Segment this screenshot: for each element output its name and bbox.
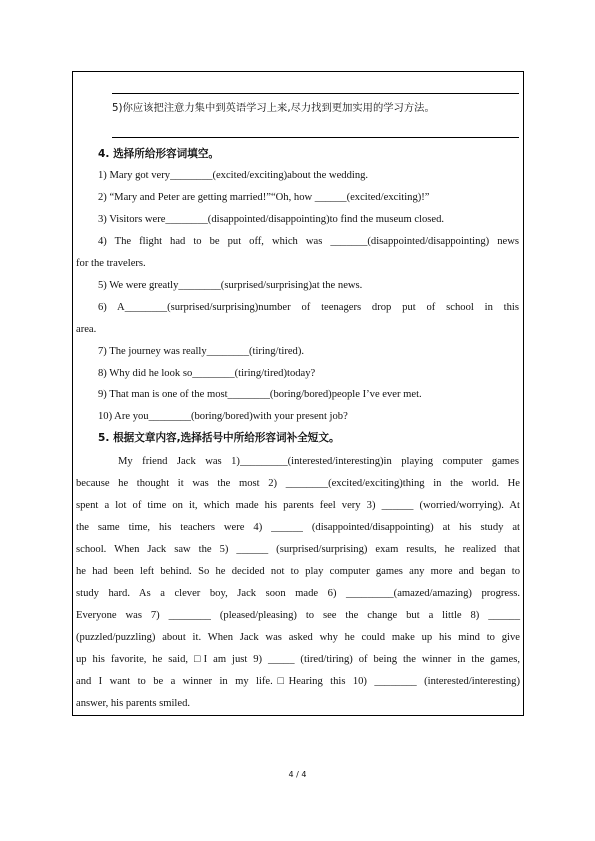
exercise-item: 10) Are you________(boring/bored)with your present job?	[98, 411, 348, 422]
answer-line	[112, 137, 519, 138]
passage-line: spent a lot of time on it, which made his parents feel very 3) ______ (worried/worrying). At	[76, 500, 520, 511]
exercise-item: 3) Visitors were________(disappointed/disappointing)to find the museum closed.	[98, 214, 445, 225]
exercise-item: 2) “Mary and Peter are getting married!”“Oh, how ______(excited/exciting)!”	[98, 192, 430, 203]
passage-line: because he thought it was the most 2) ________(excited/exciting)thing in the world. He	[76, 478, 520, 489]
exercise-item: 1) Mary got very________(excited/exciting)about the wedding.	[98, 170, 369, 181]
passage-line: up his favorite, he said, □I am just 9) _____ (tired/tiring) of being the winner in the games,	[76, 654, 520, 665]
page-number: 4 / 4	[288, 770, 307, 779]
exercise-item-continued: for the travelers.	[76, 258, 146, 269]
passage-line: Everyone was 7) ________ (pleased/pleasing) to see the change but a little 8) ______	[76, 610, 520, 621]
passage-line: (puzzled/puzzling) about it. When Jack was asked why he could make up his mind to give	[76, 632, 520, 643]
exercise-item: 5) We were greatly________(surprised/surprising)at the news.	[98, 280, 363, 291]
exercise-item: 4) The flight had to be put off, which was _______(disappointed/disappointing) news	[98, 236, 519, 247]
exercise-item: 7) The journey was really________(tiring/tired).	[98, 346, 305, 357]
passage-line: My friend Jack was 1)_________(interested/interesting)in playing computer games	[118, 456, 519, 467]
exercise-item: 6) A________(surprised/surprising)number of teenagers drop put of school in this	[98, 302, 519, 313]
passage-line: school. When Jack saw the 5) ______ (surprised/surprising) exam results, he realized that	[76, 544, 520, 555]
passage-line: he had been left behind. So he decided not to play computer games any more and began to	[76, 566, 520, 577]
exercise-item: 9) That man is one of the most________(boring/bored)people I’ve ever met.	[98, 389, 422, 400]
passage-line: answer, his parents smiled.	[76, 698, 191, 709]
passage-line: study hard. As a clever boy, Jack soon made 6) _________(amazed/amazing) progress.	[76, 588, 520, 599]
exercise-item: 8) Why did he look so________(tiring/tired)today?	[98, 368, 316, 379]
section4-title: 4. 选择所给形容词填空。	[98, 148, 220, 160]
passage-line: the same time, his teachers were 4) ______ (disappointed/disappointing) at his study at	[76, 522, 520, 533]
exercise-item-continued: area.	[76, 324, 97, 335]
q5-chinese: 5)你应该把注意力集中到英语学习上来,尽力找到更加实用的学习方法。	[112, 102, 435, 114]
passage-line: and I want to be a winner in my life.□Hearing this 10) ________ (interested/interesting)	[76, 676, 520, 687]
section5-title: 5. 根据文章内容,选择括号中所给形容词补全短文。	[98, 432, 340, 444]
answer-line	[112, 93, 519, 94]
